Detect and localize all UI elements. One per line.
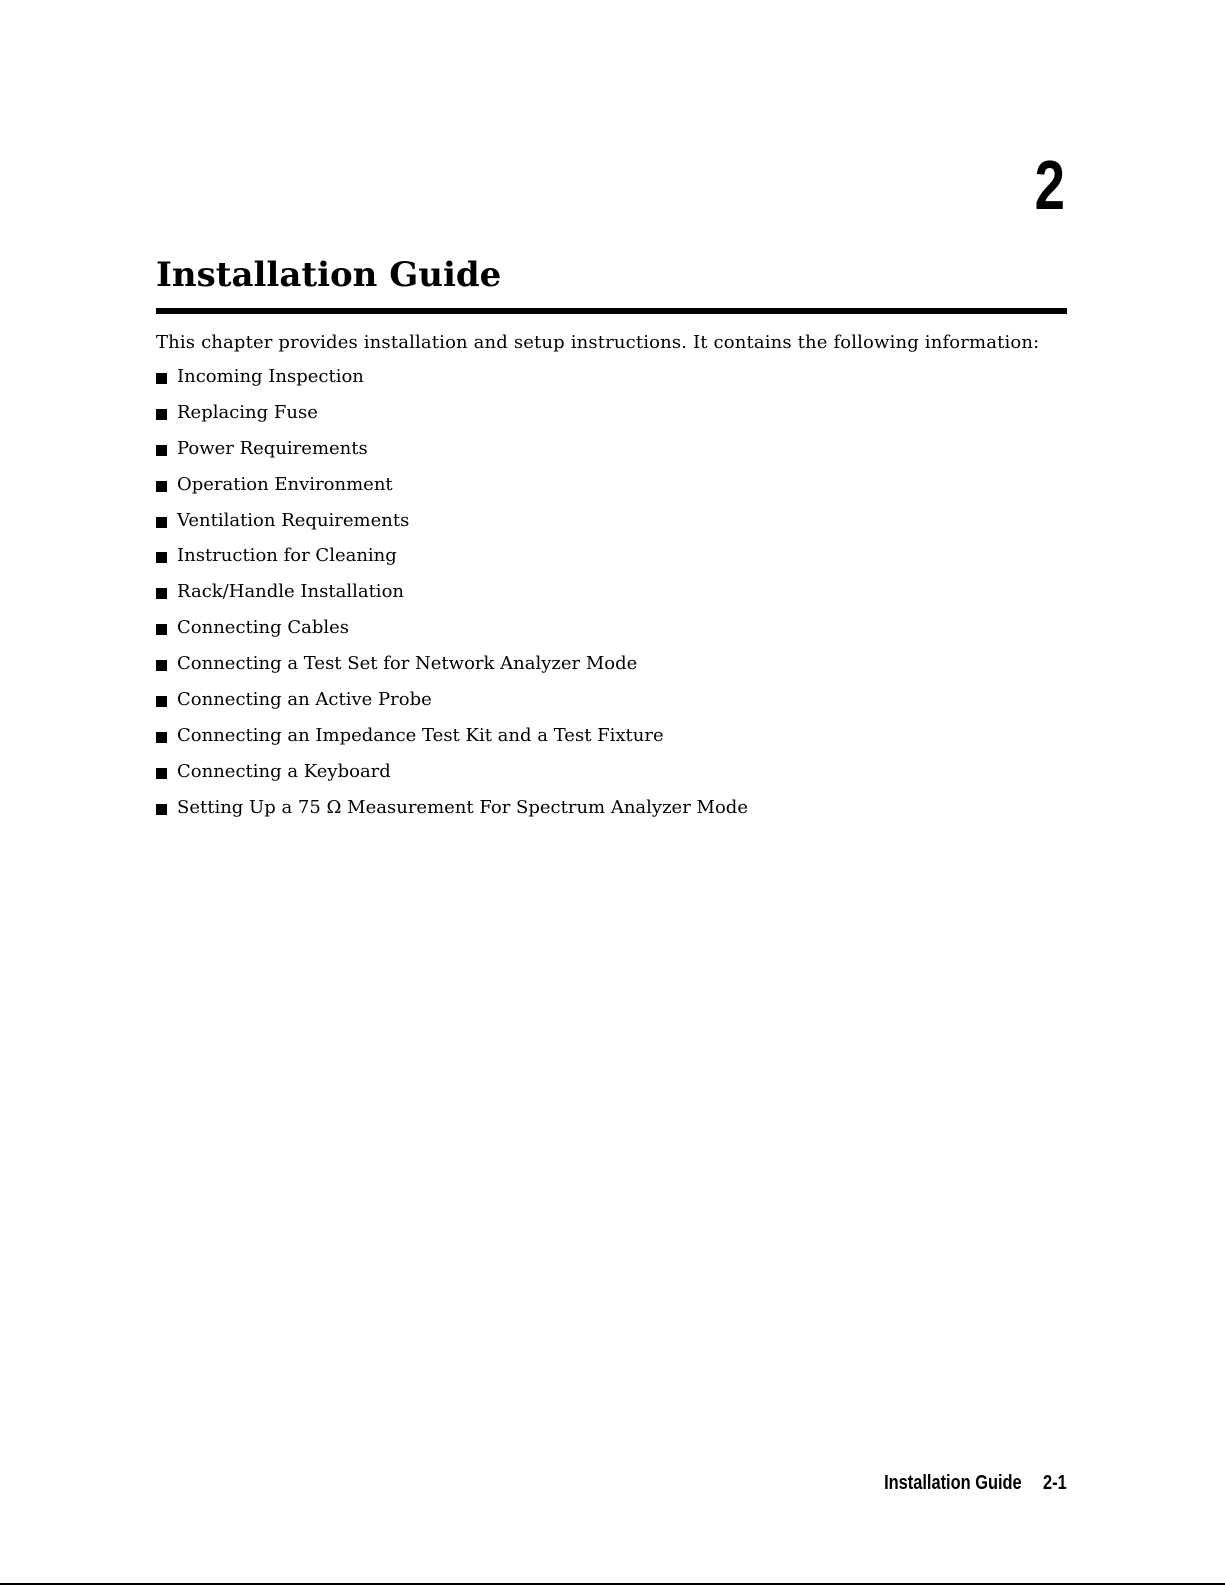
list-item [156, 725, 748, 761]
list-item [156, 653, 748, 689]
topic-label: Connecting a Keyboard [177, 760, 391, 782]
list-item [156, 474, 748, 510]
topic-label: Replacing Fuse [177, 401, 318, 423]
square-bullet-icon [156, 517, 167, 528]
list-item [156, 689, 748, 725]
topic-label: Incoming Inspection [177, 366, 364, 387]
title-rule [156, 308, 1067, 314]
square-bullet-icon [156, 768, 167, 779]
square-bullet-icon [156, 552, 167, 563]
topic-label: Operation Environment [177, 473, 393, 495]
square-bullet-icon [156, 409, 167, 420]
footer-page-number: 2-1 [1043, 1472, 1067, 1494]
intro-paragraph: This chapter provides installation and setup instructions. It contains the following information: [156, 332, 1040, 353]
topic-label: Connecting a Test Set for Network Analyzer Mode [177, 653, 638, 675]
list-item [156, 402, 748, 438]
topic-label: Setting Up a 75 Ω Measurement For Spectrum Analyzer Mode [177, 796, 748, 818]
list-item [156, 545, 748, 581]
page-footer [884, 1473, 1067, 1493]
square-bullet-icon [156, 660, 167, 671]
square-bullet-icon [156, 373, 167, 384]
square-bullet-icon [156, 624, 167, 635]
list-item [156, 797, 748, 833]
list-item [156, 581, 748, 617]
footer-section-title: Installation Guide [884, 1472, 1022, 1494]
list-item [156, 438, 748, 474]
topic-label: Power Requirements [177, 437, 368, 459]
chapter-number: 2 [1034, 146, 1065, 224]
topic-label: Connecting an Impedance Test Kit and a Test Fixture [177, 724, 664, 746]
topic-list [156, 366, 748, 833]
list-item [156, 761, 748, 797]
chapter-title: Installation Guide [156, 255, 502, 295]
topic-label: Connecting an Active Probe [177, 689, 432, 711]
square-bullet-icon [156, 732, 167, 743]
topic-label: Ventilation Requirements [177, 509, 410, 531]
topic-label: Connecting Cables [177, 617, 350, 639]
list-item [156, 510, 748, 546]
topic-label: Rack/Handle Installation [177, 581, 404, 603]
square-bullet-icon [156, 445, 167, 456]
list-item [156, 366, 748, 402]
square-bullet-icon [156, 696, 167, 707]
square-bullet-icon [156, 481, 167, 492]
topic-label: Instruction for Cleaning [177, 545, 397, 567]
square-bullet-icon [156, 588, 167, 599]
list-item [156, 617, 748, 653]
square-bullet-icon [156, 804, 167, 815]
